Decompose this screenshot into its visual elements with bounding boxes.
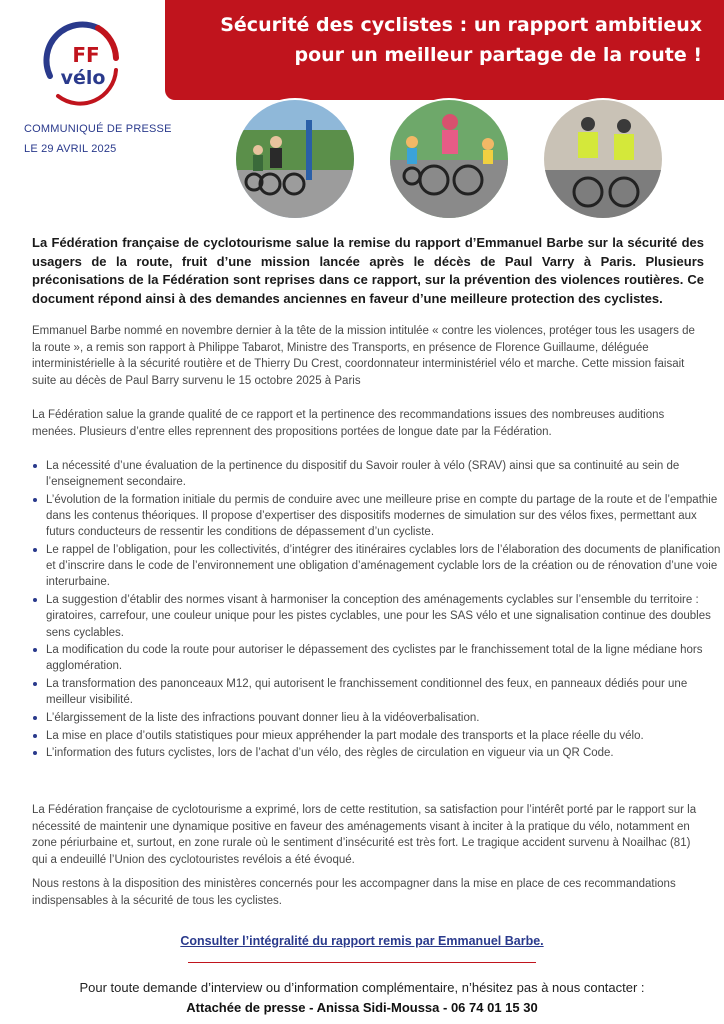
intro-paragraph: La Fédération française de cyclotourisme salue la remise du rapport d’Emmanuel Barbe sur la sécurité des usagers de la route, fruit d’une mission lancée après le décès de Paul Varry à Paris. Plusieurs préconisations de la Fédération sont reprises dans ce rapport, sur la prévention des violences routières. Ce document répond ainsi à des demandes anciennes en faveur d’une meilleure protection des cyclistes. [32, 235, 704, 306]
logo-icon [36, 18, 126, 108]
title-line-1: Sécurité des cyclistes : un rapport ambitieux [220, 14, 702, 36]
report-link[interactable]: Consulter l’intégralité du rapport remis par Emmanuel Barbe. [180, 934, 544, 948]
title-line-2: pour un meilleur partage de la route ! [294, 44, 702, 66]
list-item: L’évolution de la formation initiale du permis de conduire avec une meilleure prise en compte du partage de la route et de l’empathie dans les contenus théoriques. Il propose d’expertiser des dispositifs modernes de simulation sur des vélos fixes, permettant aux futurs conducteurs de ressentir les conditions de dépassement d’un cycliste. [46, 492, 722, 541]
contact-line: Pour toute demande d’interview ou d’information complémentaire, n’hésitez pas à nous contacter : [79, 980, 645, 995]
cyclists-photo-3 [542, 98, 664, 220]
contact-block [0, 978, 724, 1018]
list-item: Le rappel de l’obligation, pour les collectivités, d’intégrer des itinéraires cyclables lors de l’élaboration des documents de planification et d’inscrire dans le code de l’environnement une obligation d’aménagement cyclable lors de la création ou de rénovation d’une voie interurbaine. [46, 542, 722, 591]
paragraph-satisfaction: La Fédération française de cyclotourisme a exprimé, lors de cette restitution, sa satisfaction pour l’intérêt porté par le rapport sur la nécessité de maintenir une dynamique positive en faveur des aménagements visant à inciter à la pratique du vélo, notamment en zone périurbaine et, surtout, en zone rurale où le sentiment d’insécurité est très fort. Le tragique accident survenu à Noailhac (81) qui a endeuillé l’Union des cyclotouristes revélois a été évoqué. [32, 804, 697, 866]
list-item: L’élargissement de la liste des infractions pouvant donner lieu à la vidéoverbalisation. [46, 710, 722, 726]
ffvelo-logo [36, 18, 126, 108]
cyclists-photo-2 [388, 98, 510, 220]
paragraph-mission: Emmanuel Barbe nommé en novembre dernier à la tête de la mission intitulée « contre les violences, protéger tous les usagers de la route », a remis son rapport à Philippe Tabarot, Ministre des Transports, en présence de Florence Guillaume, déléguée interministérielle à la sécurité routière et de Thierry Du Crest, coordonnateur interministériel vélo et marche. Cette mission faisait suite au décès de Paul Barry survenu le 15 octobre 2025 à Paris [32, 325, 695, 387]
footer-divider [188, 962, 536, 963]
press-date: LE 29 AVRIL 2025 [24, 143, 117, 155]
press-release-info [24, 119, 172, 159]
header-banner [165, 0, 724, 100]
paragraph-quality: La Fédération salue la grande qualité de ce rapport et la pertinence des recommandations issues des nombreuses auditions menées. Plusieurs d’entre elles reprennent des propositions portées de longue date par la Fédération. [32, 409, 665, 438]
svg-text:vélo: vélo [60, 67, 106, 89]
press-label: COMMUNIQUÉ DE PRESSE [24, 123, 172, 135]
svg-text:FF: FF [72, 43, 100, 67]
cyclists-photo-1 [234, 98, 356, 220]
press-contact: Attachée de presse - Anissa Sidi-Moussa - 06 74 01 15 30 [186, 1000, 538, 1015]
list-item: L’information des futurs cyclistes, lors de l’achat d’un vélo, des règles de circulation en vigueur via un QR Code. [46, 745, 722, 761]
report-link-container [0, 932, 724, 950]
list-item: La nécessité d’une évaluation de la pertinence du dispositif du Savoir rouler à vélo (SRAV) ainsi que sa continuité au sein de l’enseignement secondaire. [46, 458, 722, 490]
list-item: La mise en place d’outils statistiques pour mieux appréhender la part modale des transports et la place réelle du vélo. [46, 728, 722, 744]
list-item: La transformation des panonceaux M12, qui autorisent le franchissement conditionnel des feux, en panneaux dédiés pour une meilleur visibilité. [46, 676, 722, 708]
list-item: La suggestion d’établir des normes visant à harmoniser la conception des aménagements cyclables sur l’ensemble du territoire : giratoires, carrefour, une couleur unique pour les pistes cyclables, une pour les SAS vélo et une signalisation continue des doubles sens cyclables. [46, 592, 722, 641]
list-item: La modification du code la route pour autoriser le dépassement des cyclistes par le franchissement total de la ligne médiane hors agglomération. [46, 642, 722, 674]
page-title [220, 10, 702, 70]
recommendations-list [28, 458, 722, 763]
paragraph-availability: Nous restons à la disposition des ministères concernés pour les accompagner dans la mise en place de ces recommandations indispensables à la sécurité de tous les cyclistes. [32, 878, 676, 907]
